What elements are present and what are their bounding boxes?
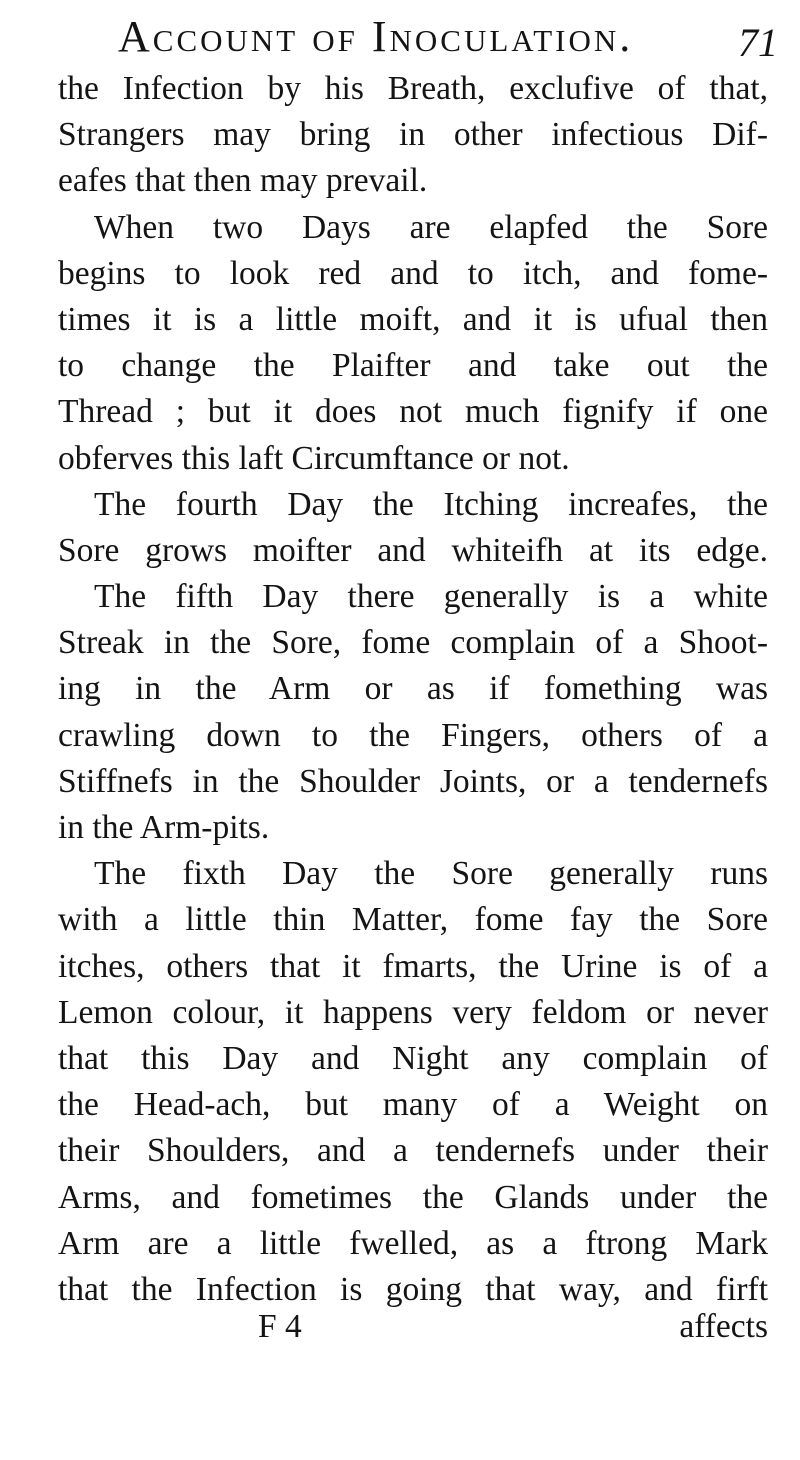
text-line: Arms, and fometimes the Glands under the xyxy=(58,1178,768,1216)
signature-mark: F 4 xyxy=(258,1308,302,1345)
text-line: Strangers may bring in other infectious Dif- xyxy=(58,116,768,154)
text-line: Stiffnefs in the Shoulder Joints, or a tendernefs xyxy=(58,762,768,800)
page-footer xyxy=(58,1304,768,1352)
text-line: Lemon colour, it happens very feldom or never xyxy=(58,993,768,1031)
text-line: with a little thin Matter, fome fay the Sore xyxy=(58,901,768,939)
text-line: that this Day and Night any complain of xyxy=(58,1039,768,1077)
text-line: Streak in the Sore, fome complain of a Shoot- xyxy=(58,624,768,662)
text-line: Arm are a little fwelled, as a ftrong Mark xyxy=(58,1224,768,1262)
page-number: 71 xyxy=(738,20,778,65)
text-line: The fifth Day there generally is a white xyxy=(94,578,768,616)
text-line: that the Infection is going that way, and firft xyxy=(58,1270,768,1308)
text-line: eafes that then may prevail. xyxy=(58,162,428,200)
text-line: The fourth Day the Itching increafes, the xyxy=(94,485,768,523)
text-line: in the Arm-pits. xyxy=(58,809,270,846)
text-line: crawling down to the Fingers, others of a xyxy=(58,716,768,754)
text-line: obferves this laft Circumftance or not. xyxy=(58,439,570,477)
text-line: begins to look red and to itch, and fome- xyxy=(58,254,768,292)
catchword: affects xyxy=(679,1308,768,1345)
running-head xyxy=(118,12,778,65)
running-title: Account of Inoculation. xyxy=(118,12,634,61)
text-line: times it is a little moift, and it is ufual then xyxy=(58,300,768,338)
text-line: the Head-ach, but many of a Weight on xyxy=(58,1086,768,1124)
text-line: their Shoulders, and a tendernefs under their xyxy=(58,1132,768,1170)
body-text xyxy=(58,66,768,1313)
text-line: Thread ; but it does not much fignify if one xyxy=(58,393,768,431)
text-line: ing in the Arm or as if fomething was xyxy=(58,670,768,708)
text-line: itches, others that it fmarts, the Urine is of a xyxy=(58,947,768,985)
text-line: to change the Plaifter and take out the xyxy=(58,347,768,385)
text-line: Sore grows moifter and whiteifh at its edge. xyxy=(58,531,768,569)
text-line: the Infection by his Breath, exclufive of that, xyxy=(58,70,768,107)
text-line: The fixth Day the Sore generally runs xyxy=(94,855,768,893)
text-line: When two Days are elapfed the Sore xyxy=(94,208,768,246)
